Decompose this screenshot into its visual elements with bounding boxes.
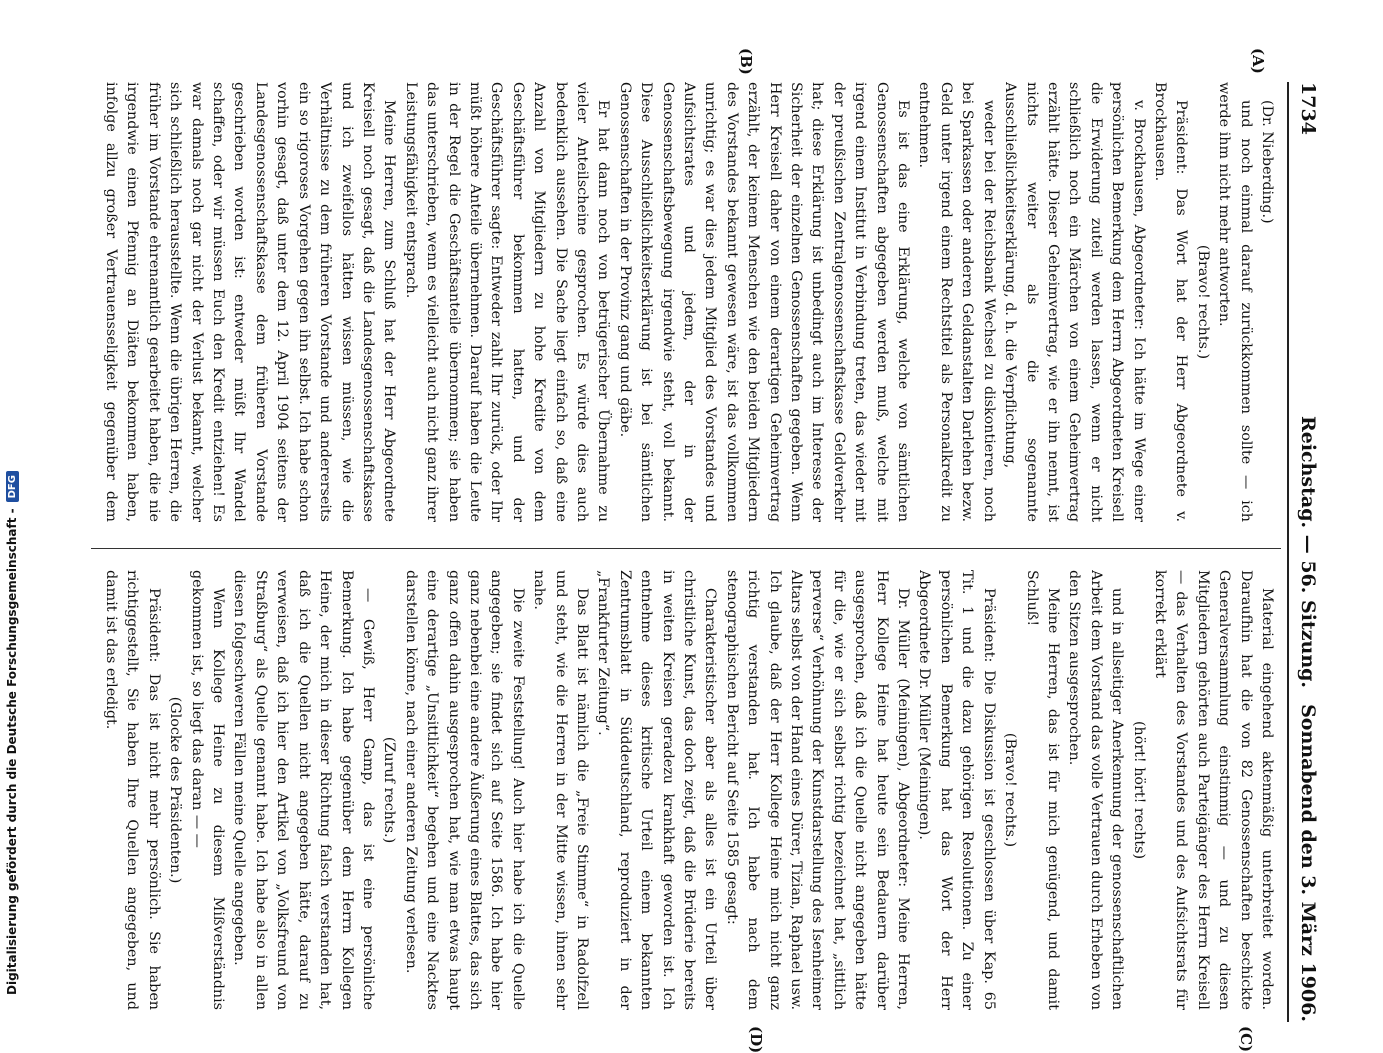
- paragraph: (Glocke des Präsidenten.): [167, 696, 184, 884]
- paragraph: Charakteristischer aber als alles ist ein Urteil über christliche Kunst, das doch zeigt, daß die Brüderie bereits in weiten Kreisen geradezu krankhaft geworden ist. Ich entnehme dieses kritische Urteil einem bekannten Zentrumsblatt in Süddeutschland, reproduziert in der „Frankfurter Zeitung“.: [595, 570, 719, 1010]
- paragraph: Dr. Müller (Meiningen), Abgeordneter: Meine Herren, Herr Kollege Heine hat heute sein Bedauern darüber ausgesprochen, daß ich die Quelle nicht angegeben hätte für die, wie er sich selbst richtig bezeichnet hat, „sittlich perverse“ Verhöhnung der Kunstdarstellung des Isenheimer Altars selbst von der Hand eines Dürer, Tizian, Raphael usw. Ich glaube, daß der Herr Kollege Heine mich nicht ganz richtig verstanden hat. Ich habe nach dem stenographischen Bericht auf Seite 1585 gesagt:: [723, 570, 912, 1010]
- margin-marker-d: (D): [747, 1026, 765, 1053]
- page-header: [1287, 82, 1325, 1022]
- session-title: Reichstag. — 56. Sitzung.: [1297, 415, 1319, 689]
- paragraph: (Zuruf rechts.): [381, 736, 398, 844]
- paragraph: Die zweite Feststellung! Auch hier habe ich die Quelle angegeben; sie findet sich auf Seite 1586. Ich habe hier ganz nebenbei eine andere Äußerung eines Blattes, das sich ganz offen dahin ausgesprochen hat, wie man etwas haupt eine derartige „Unsittlichkeit“ begehen und eine Nacktes darstellen könne, nach einer anderen Zeitung verlesen.: [402, 570, 526, 1010]
- margin-marker-c: (C): [1237, 1026, 1255, 1053]
- paragraph: — Gewiß, Herr Gamp, das ist eine persönliche Bemerkung. Ich habe gegenüber dem Herrn Kollegen Heine, der mich in dieser Richtung falsch verstanden hat, daß ich die Quellen nicht angegeben hätte, darauf zu verweisen, daß ich hier den Artikel von „Volksfreund von Straßburg“ als Quelle genannt habe. Ich habe also in allen diesen folgeschweren Fällen meine Quelle angegeben.: [231, 570, 376, 1010]
- dfg-logo-icon: DFG: [6, 471, 19, 502]
- page-number: 1734: [1297, 82, 1319, 135]
- paragraph: Meine Herren, zum Schluß hat der Herr Abgeordnete Kreisell noch gesagt, daß die Landesgenossenschaftskasse und ich zweifellos hätten wissen müssen, wie die Verhältnisse zu dem früheren Vorstande und andererseits ein so rigoroses Vorgehen gegen ihn selbst. Ich habe schon vorhin gesagt, daß unter dem 12. April 1904 seitens der Landesgenossenschaftskasse dem früheren Vorstande geschrieben worden ist: entweder müßt Ihr Wandel schaffen, oder wir müssen Euch den Kredit entziehen! Es war damals noch gar nicht der Verlust bekannt, welcher sich schließlich herausstellte. Wenn die übrigen Herren, die früher im Vorstande ehrenamtlich gearbeitet haben, die nie irgendwie einen Pfennig an Diäten bekommen haben, infolge allzu großer Vertrauensseligkeit gegenüber dem: [103, 82, 398, 522]
- paragraph: und in allseitiger Anerkennung der genossenschaftlichen Arbeit dem Vorstand das volle Vertrauen durch Erheben von den Sitzen ausgesprochen.: [1066, 570, 1126, 1010]
- paragraph: Präsident: Das Wort hat der Herr Abgeordnete v. Brockhausen.: [1151, 82, 1190, 522]
- margin-marker-a: (A): [1249, 48, 1267, 74]
- paragraph: Wenn Kollege Heine zu diesem Mißverständnis gekommen ist, so liegt das daran — —: [188, 570, 227, 1010]
- paragraph: (Dr. Nieberding.): [1259, 100, 1275, 224]
- footer-credit-text: Digitalisierung gefördert durch die Deutsche Forschungsgemeinschaft -: [5, 508, 19, 995]
- session-date: Sonnabend den 3. März 1906.: [1297, 704, 1319, 1022]
- paragraph: (Bravo! rechts.): [1002, 732, 1019, 848]
- paragraph: [97, 570, 100, 1010]
- paragraph: Präsident: Die Diskussion ist geschlossen über Kap. 65 Tit. 1 und die dazu gehörigen Resolutionen. Zu einer persönlichen Bemerkung hat das Wort der Herr Abgeordnete Dr. Müller (Meiningen).: [916, 570, 997, 1010]
- paragraph: v. Brockhausen, Abgeordneter: Ich hätte im Wege einer persönlichen Bemerkung dem Herrn Abgeordneten Kreisell die Erwiderung zuteil werden lassen, wenn er nicht schließlich noch ein Märchen von einem Geheimvertrag erzählt hätte. Dieser Geheimvertrag, wie er ihn nennt, ist nichts weiter als die sogenannte Ausschließlichkeitserklärung, d. h. die Verpflichtung,: [1002, 82, 1147, 522]
- paragraph: Material eingehend aktenmäßig unterbreitet worden. Daraufhin hat die von 82 Genossenschaften beschickte Generalversammlung einstimmig — und zu diesen Mitgliedern gehörten auch Parteigänger des Herrn Kreisell — das Verhalten des Vorstandes und des Aufsichtsrats für korrekt erklärt: [1151, 570, 1275, 1010]
- rotated-page: [85, 48, 1325, 1053]
- paragraph: Das Blatt ist nämlich die „Freie Stimme“ in Radolfzell und steht, wie die Herren in der Mitte wissen, ihnen sehr nahe.: [531, 570, 590, 1010]
- paragraph: Er hat dann noch von betrügerischer Übernahme zu vieler Anteilscheine gesprochen. Es würde dies auch bedenklich aussehen. Die Sache liegt einfach so, daß eine Anzahl von Mitgliedern zu hohe Kredite von dem Geschäftsführer bekommen hatten, und der Geschäftsführer sagte: Entweder zahlt Ihr zurück, oder Ihr müßt höhere Anteile übernehmen. Darauf haben die Leute in der Regel die Geschäftsanteile übernommen; sie haben das unterschrieben, wenn es vielleicht auch nicht ganz ihrer Leistungsfähigkeit entsprach.: [402, 82, 612, 522]
- left-text-column: [97, 82, 1277, 522]
- margin-marker-b: (B): [737, 48, 755, 75]
- digitization-footer: [2, 0, 22, 995]
- paragraph: Präsident: Das ist nicht mehr persönlich. Sie haben richtiggestellt, Sie haben Ihre Quellen angegeben, und damit ist das erledigt.: [103, 570, 162, 1010]
- paragraph: Es ist das eine Erklärung, welche von sämtlichen Genossenschaften abgegeben werden muß, welche mit irgend einem Institut in Verbindung treten, das wieder mit der preußischen Zentralgenossenschaftskasse Geldverkehr hat; diese Erklärung ist unbedingt auch im Interesse der Sicherheit der einzelnen Genossenschaften gegeben. Wenn Herr Kreisell daher von einem derartigen Geheimvertrag erzählt, der keinem Menschen wie den beiden Mitgliedern des Vorstandes bekannt gewesen wäre, ist das vollkommen unrichtig; es war dies jedem Mitglied des Vorstandes und Aufsichtsrates und jedem, der in der Genossenschaftsbewegung irgendwie steht, voll bekannt. Diese Ausschließlichkeitserklärung ist bei sämtlichen Genossenschaften in der Provinz gang und gäbe.: [616, 82, 912, 522]
- paragraph: und noch einmal darauf zurückkommen sollte — ich werde ihm nicht mehr antworten.: [1216, 82, 1254, 522]
- paragraph: (Bravo! rechts.): [1194, 244, 1211, 360]
- column-divider: [91, 548, 1281, 549]
- paragraph: weder bei der Reichsbank Wechsel zu diskontieren, noch bei Sparkassen oder anderen Geldanstalten Darlehen bezw. Geld unter irgend einem Rechtstitel als Personalkredit zu entnehmen.: [916, 82, 997, 522]
- paragraph: (hört! hört! rechts): [1130, 720, 1147, 860]
- paragraph: Meine Herren, das ist für mich genügend, und damit Schluß!: [1023, 570, 1061, 1010]
- right-text-column: [97, 570, 1277, 1010]
